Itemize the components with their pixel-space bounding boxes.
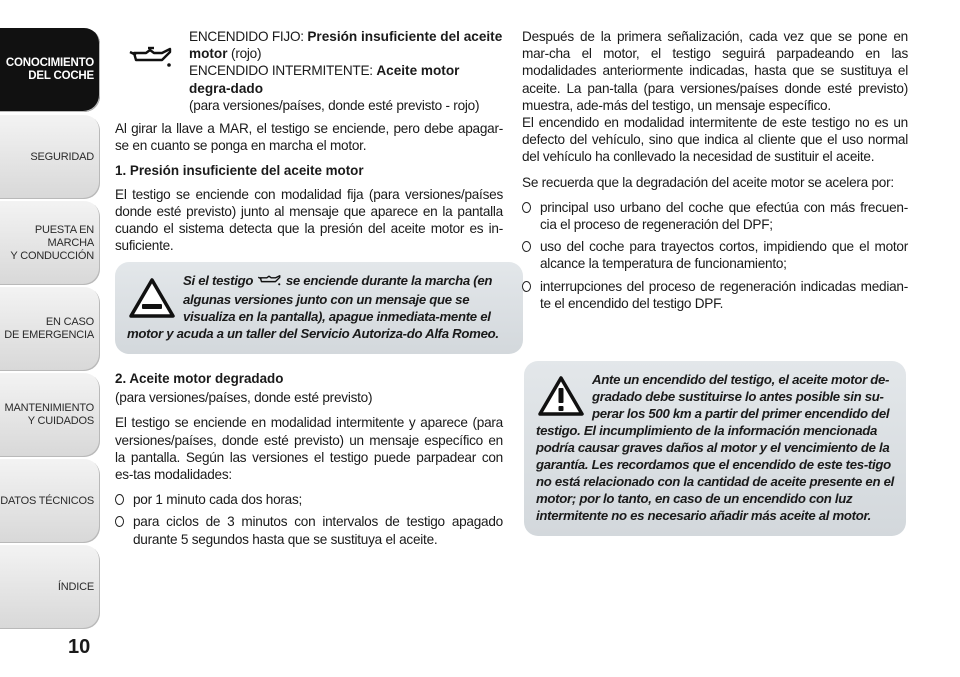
right-paragraph-1: Después de la primera señalización, cada vez que se pone en mar-cha el motor, el testigo seguirá parpadeando en las modalidades anteriormente indicadas, hasta que se sustituya el aceite. La pan-talla (para versiones/países donde esté previsto) muestra, ade-más del testigo, un mensaje específico. [522,29,908,113]
right-bullet-list [522,199,908,312]
tab-conocimiento-del-coche[interactable]: CONOCIMIENTO DEL COCHE [0,28,100,112]
flashing-meaning: Aceite motor degra-dado [189,63,460,96]
warning1-text-start: Si el testigo [183,273,257,289]
warning1-text-end: se enciende durante la marcha (en algunas versiones junto con un mensaje que se visualiza en la pantalla), apague inmediata-mente el motor y acuda a un taller del Servicio Autoriza-do Alfa Romeo. [127,273,499,341]
section2-subtitle: (para versiones/países, donde esté previsto) [115,390,373,406]
indicator-header [115,28,503,114]
oil-can-icon [115,28,185,86]
section1-heading: 1. Presión insuficiente del aceite motor [115,163,364,179]
right-paragraph-3: Se recuerda que la degradación del aceite motor se acelera por: [522,174,894,190]
tab-indice[interactable]: ÍNDICE [0,545,100,629]
intro-paragraph: Al girar la llave a MAR, el testigo se enciende, pero debe apagar-se en cuanto se ponga en marcha el motor. [115,121,503,154]
warning-triangle-icon [536,373,586,419]
left-bullet-list [115,491,503,548]
warning-triangle-icon [127,274,177,320]
tab-mantenimiento[interactable]: MANTENIMIENTO Y CUIDADOS [0,373,100,457]
page-number: 10 [68,636,91,658]
tab-datos-tecnicos[interactable]: DATOS TÉCNICOS [0,459,100,543]
tab-puesta-en-marcha[interactable]: PUESTA EN MARCHA Y CONDUCCIÓN [0,201,100,285]
list-item: por 1 minuto cada dos horas; [115,491,503,508]
left-column [115,28,503,554]
section1-paragraph: El testigo se enciende con modalidad fija (para versiones/países donde esté previsto) junto al mensaje que aparece en la pantalla cuando el sistema detecta que la presión del aceite motor es in-suficiente. [115,186,503,254]
fixed-label: ENCENDIDO FIJO: [189,29,308,44]
section2-heading: 2. Aceite motor degradado [115,370,284,386]
warning-box-1 [115,262,523,354]
tab-en-caso-de-emergencia[interactable]: EN CASO DE EMERGENCIA [0,287,100,371]
warning2-text: Ante un encendido del testigo, el aceite motor de-gradado debe sustituirse lo antes posible sin su-perar los 500 km a partir del primer encendido del testigo. El incumplimiento de la información mencionada podría causar graves daños al motor y el vencimiento de la garantía. Les recordamos que el encendido de este tes-tigo no está relacionado con la cantidad de aceite presente en el motor; por lo tanto, en caso de un encendido con luz intermitente no es necesario añadir más aceite al motor. [536,372,894,523]
right-column [522,28,908,318]
list-item: principal uso urbano del coche que efectúa con más frecuen-cia el proceso de regeneración del DPF; [522,199,908,233]
list-item: para ciclos de 3 minutos con intervalos de testigo apagado durante 5 segundos hasta que se sustituya el aceite. [115,513,503,547]
fixed-color: (rojo) [227,46,262,62]
header-note: (para versiones/países, donde esté previsto - rojo) [189,97,480,113]
tab-seguridad[interactable]: SEGURIDAD [0,115,100,199]
fixed-meaning: Presión insuficiente del aceite motor [189,29,503,62]
section2-paragraph: El testigo se enciende en modalidad intermitente y aparece (para versiones/países, donde esté previsto) un mensaje específico en la pantalla. Según las versiones el testigo puede parpadear con es-tas modalidades: [115,415,503,482]
flashing-label: ENCENDIDO INTERMITENTE: [189,63,377,79]
warning-box-2 [524,361,906,536]
oil-can-icon [256,273,282,291]
list-item: uso del coche para trayectos cortos, impidiendo que el motor alcance la temperatura de funcionamiento; [522,238,908,272]
list-item: interrupciones del proceso de regeneración indicadas median-te el encendido del testigo DPF. [522,278,908,312]
right-paragraph-2: El encendido en modalidad intermitente de este testigo no es un defecto del vehículo, sino que indica al cliente que el uso normal del vehículo ha conllevado la necesidad de sustituir el aceite. [522,115,908,165]
